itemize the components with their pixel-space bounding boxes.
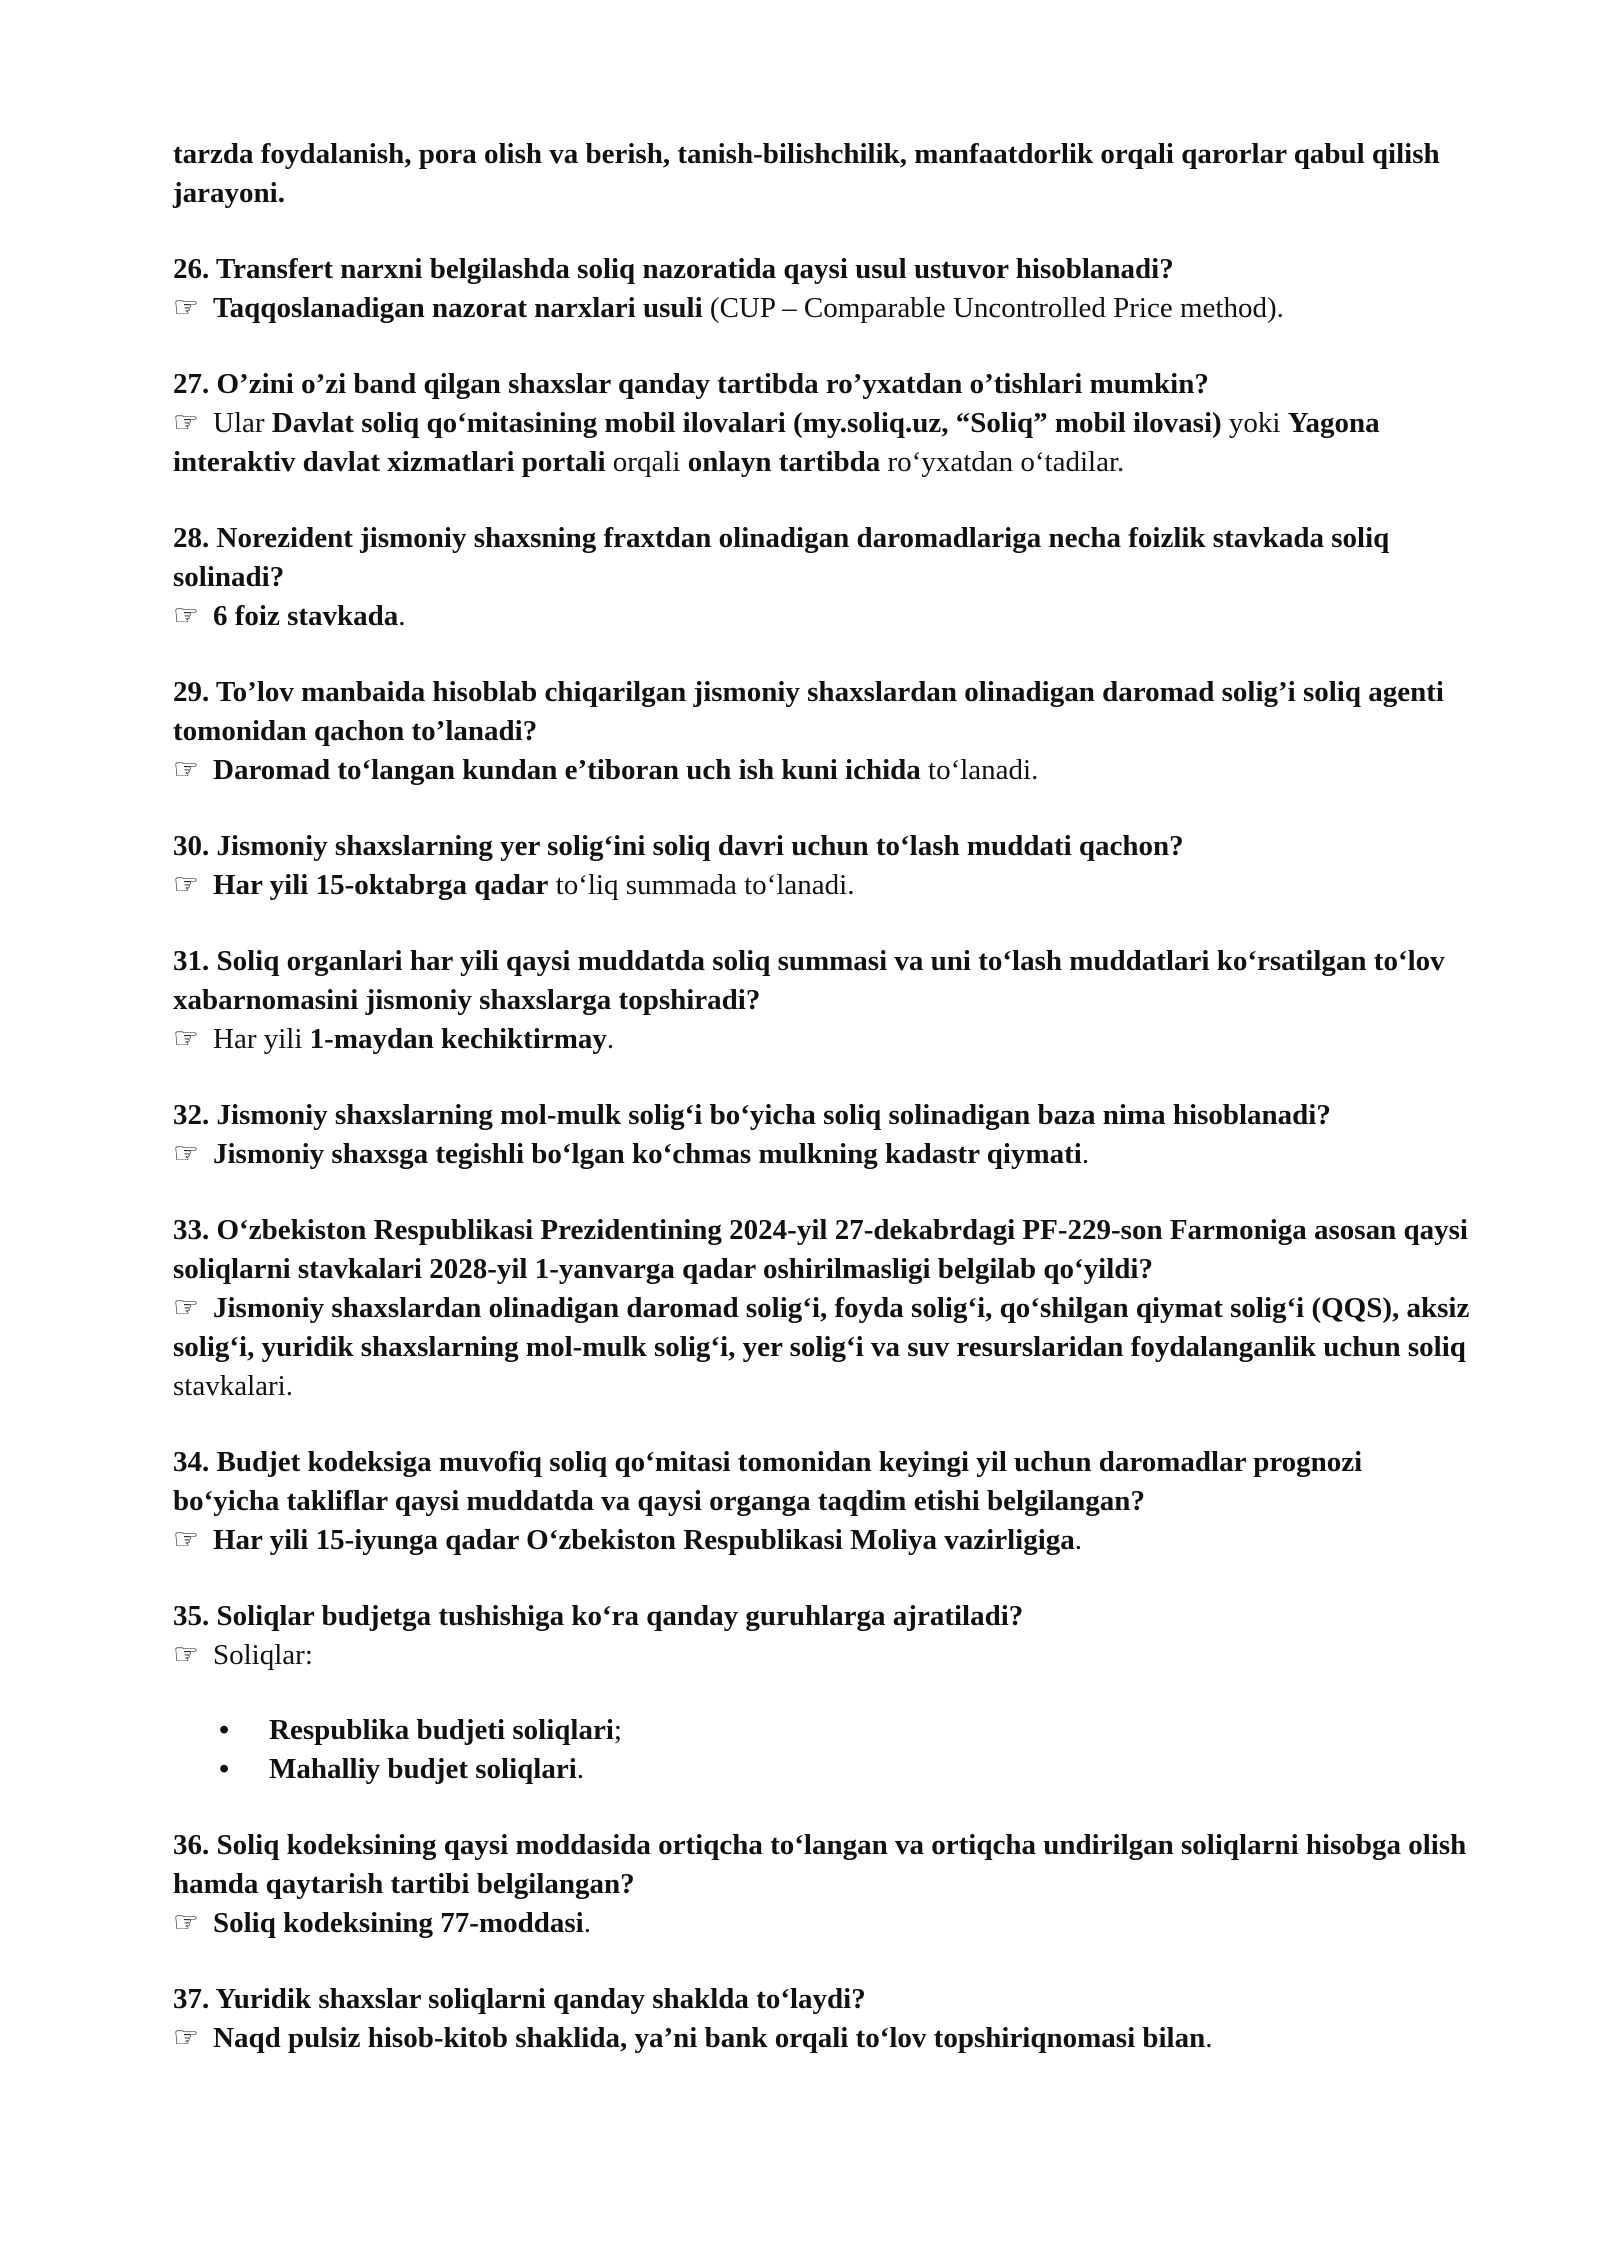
answer-segment: . (1081, 1138, 1090, 1170)
answer-emphasis: Jismoniy shaxslardan olinadigan daromad solig‘i, foyda solig‘i, qo‘shilgan qiymat solig‘i (QQS), aksiz solig‘i, yuridik shaxslarning mol-mulk solig‘i, yer solig‘i va suv resurslaridan foydalanganlik uchun soliq (173, 1292, 1470, 1363)
question-list (173, 250, 1473, 2058)
answer-segment: (CUP – Comparable Uncontrolled Price method). (702, 292, 1284, 324)
list-item (219, 1750, 1473, 1789)
pointing-hand-icon: ☞ (173, 1292, 199, 1324)
answer-text (173, 866, 1473, 905)
question-text: 37. Yuridik shaxslar soliqlarni qanday shaklda to‘laydi? (173, 1983, 866, 2015)
answer-segment: to‘lanadi. (920, 754, 1039, 786)
answer-emphasis: onlayn tartibda (687, 446, 881, 478)
answer-emphasis: Soliq kodeksining 77-moddasi (213, 1907, 584, 1939)
pointing-hand-icon: ☞ (173, 869, 199, 901)
answer-bullet-list (173, 1711, 1473, 1789)
qa-item (173, 1443, 1473, 1560)
bullet-icon: • (219, 1753, 230, 1785)
answer-segment: Soliqlar: (213, 1639, 313, 1671)
pointing-hand-icon: ☞ (173, 1907, 199, 1939)
list-item-label: Respublika budjeti soliqlari (269, 1714, 614, 1746)
question-text: 32. Jismoniy shaxslarning mol-mulk solig‘i bo‘yicha soliq solinadigan baza nima hisoblanadi? (173, 1099, 1331, 1131)
answer-text (173, 404, 1473, 482)
document-page (173, 135, 1473, 2058)
answer-text (173, 1135, 1473, 1174)
list-item-label: Mahalliy budjet soliqlari (269, 1753, 577, 1785)
pointing-hand-icon: ☞ (173, 1524, 199, 1556)
answer-emphasis: 1-maydan kechiktirmay (309, 1023, 607, 1055)
answer-segment: yoki (1221, 407, 1288, 439)
pointing-hand-icon: ☞ (173, 1138, 199, 1170)
answer-text (173, 1904, 1473, 1943)
answer-text (173, 751, 1473, 790)
answer-segment: Ular (213, 407, 272, 439)
answer-text (173, 1521, 1473, 1560)
pointing-hand-icon: ☞ (173, 600, 199, 632)
qa-item (173, 1211, 1473, 1406)
qa-item (173, 1980, 1473, 2058)
answer-text (173, 1020, 1473, 1059)
pointing-hand-icon: ☞ (173, 754, 199, 786)
answer-emphasis: Jismoniy shaxsga tegishli bo‘lgan ko‘chmas mulkning kadastr qiymati (213, 1138, 1082, 1170)
answer-segment: orqali (605, 446, 688, 478)
continued-paragraph: tarzda foydalanish, pora olish va berish, tanish-bilishchilik, manfaatdorlik orqali qarorlar qabul qilish jarayoni. (173, 138, 1440, 209)
qa-item (173, 1096, 1473, 1174)
question-text: 31. Soliq organlari har yili qaysi muddatda soliq summasi va uni to‘lash muddatlari ko‘rsatilgan to‘lov xabarnomasini jismoniy shaxslarga topshiradi? (173, 945, 1445, 1016)
question-text: 27. O’zini o’zi band qilgan shaxslar qanday tartibda ro’yxatdan o’tishlari mumkin? (173, 368, 1209, 400)
answer-text (173, 2019, 1473, 2058)
qa-item (173, 1826, 1473, 1943)
answer-emphasis: Davlat soliq qo‘mitasining mobil ilovalari (my.soliq.uz, “Soliq” mobil ilovasi) (271, 407, 1222, 439)
answer-emphasis: Yagona interaktiv davlat xizmatlari portali (173, 407, 1380, 478)
answer-segment: . (583, 1907, 591, 1939)
list-item-punctuation: ; (613, 1714, 622, 1746)
question-text: 36. Soliq kodeksining qaysi moddasida ortiqcha to‘langan va ortiqcha undirilgan soliqlarni hisobga olish hamda qaytarish tartibi belgilangan? (173, 1829, 1467, 1900)
list-item (219, 1711, 1473, 1750)
qa-item (173, 519, 1473, 636)
qa-item (173, 365, 1473, 482)
qa-item (173, 942, 1473, 1059)
answer-emphasis: Daromad to‘langan kundan e’tiboran uch ish kuni ichida (213, 754, 921, 786)
answer-emphasis: Har yili 15-iyunga qadar O‘zbekiston Respublikasi Moliya vazirligiga (213, 1524, 1075, 1556)
question-text: 26. Transfert narxni belgilashda soliq nazoratida qaysi usul ustuvor hisoblanadi? (173, 253, 1174, 285)
pointing-hand-icon: ☞ (173, 292, 199, 324)
answer-segment: to‘liq summada to‘lanadi. (548, 869, 855, 901)
pointing-hand-icon: ☞ (173, 1023, 199, 1055)
question-text: 30. Jismoniy shaxslarning yer solig‘ini soliq davri uchun to‘lash muddati qachon? (173, 830, 1184, 862)
qa-item (173, 1597, 1473, 1789)
answer-emphasis: Har yili 15-oktabrga qadar (213, 869, 549, 901)
answer-segment: . (1205, 2022, 1213, 2054)
question-text: 34. Budjet kodeksiga muvofiq soliq qo‘mitasi tomonidan keyingi yil uchun daromadlar prognozi bo‘yicha takliflar qaysi muddatda va qaysi organga taqdim etishi belgilangan? (173, 1446, 1363, 1517)
answer-segment: Har yili (213, 1023, 310, 1055)
qa-item (173, 827, 1473, 905)
answer-segment: . (606, 1023, 615, 1055)
answer-segment: ro‘yxatdan o‘tadilar. (880, 446, 1125, 478)
question-text: 28. Norezident jismoniy shaxsning fraxtdan olinadigan daromadlariga necha foizlik stavkada soliq solinadi? (173, 522, 1390, 593)
question-text: 29. To’lov manbaida hisoblab chiqarilgan jismoniy shaxslardan olinadigan daromad solig’i soliq agenti tomonidan qachon to’lanadi? (173, 676, 1444, 747)
pointing-hand-icon: ☞ (173, 407, 199, 439)
bullet-icon: • (219, 1714, 230, 1746)
answer-text (173, 1636, 1473, 1675)
answer-emphasis: Taqqoslanadigan nazorat narxlari usuli (213, 292, 703, 324)
pointing-hand-icon: ☞ (173, 1639, 199, 1671)
question-text: 35. Soliqlar budjetga tushishiga ko‘ra qanday guruhlarga ajratiladi? (173, 1600, 1024, 1632)
qa-item (173, 250, 1473, 328)
pointing-hand-icon: ☞ (173, 2022, 199, 2054)
answer-emphasis: 6 foiz stavkada (213, 600, 399, 632)
answer-emphasis: Naqd pulsiz hisob-kitob shaklida, ya’ni bank orqali to‘lov topshiriqnomasi bilan (213, 2022, 1206, 2054)
answer-text (173, 289, 1473, 328)
answer-text (173, 1289, 1473, 1406)
qa-item (173, 673, 1473, 790)
list-item-punctuation: . (576, 1753, 585, 1785)
answer-segment: stavkalari. (173, 1370, 293, 1402)
question-text: 33. O‘zbekiston Respublikasi Prezidentining 2024-yil 27-dekabrdagi PF-229-son Farmoniga asosan qaysi soliqlarni stavkalari 2028-yil 1-yanvarga qadar oshirilmasligi belgilab qo‘yildi? (173, 1214, 1468, 1285)
answer-text (173, 597, 1473, 636)
answer-segment: . (398, 600, 406, 632)
answer-segment: . (1074, 1524, 1083, 1556)
